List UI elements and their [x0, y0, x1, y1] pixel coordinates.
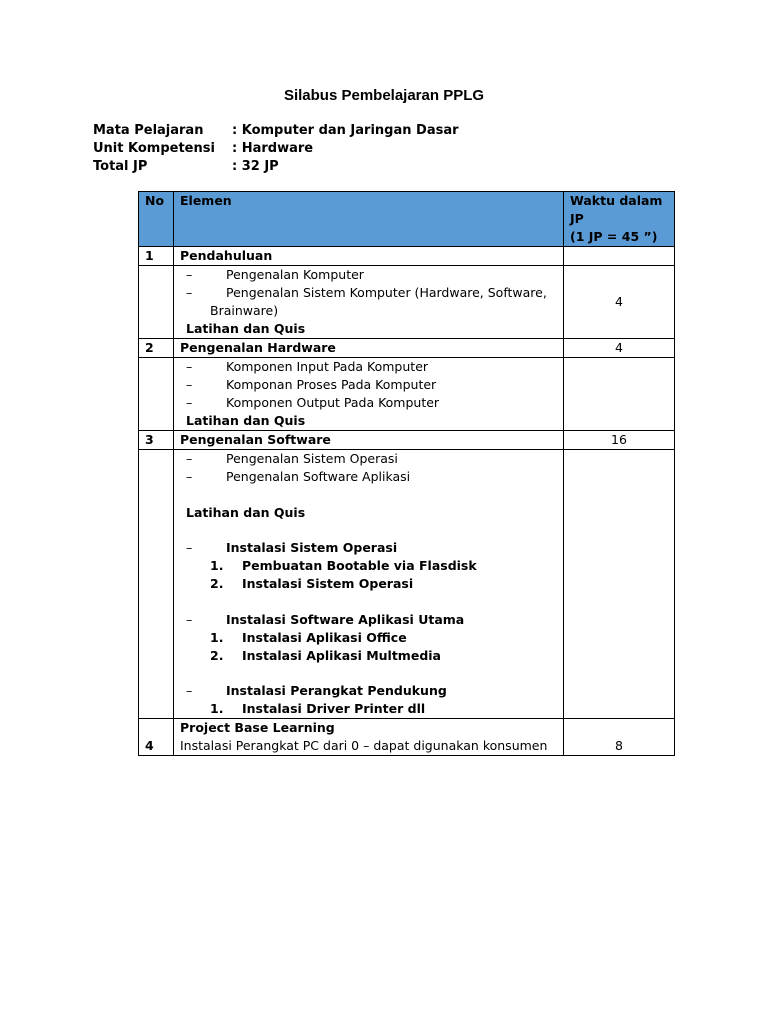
cell-no	[139, 450, 174, 719]
header-waktu-line: Waktu dalam	[570, 193, 663, 208]
cell-content	[174, 358, 564, 431]
spacer	[180, 593, 557, 611]
item-text: Komponen Output Pada Komputer	[226, 395, 440, 410]
dash-bullet: –	[186, 469, 193, 484]
cell-no	[139, 358, 174, 431]
item-text: Pengenalan Sistem Operasi	[226, 451, 398, 466]
cell-no: 1	[139, 247, 174, 266]
table-row-section-3-content	[139, 450, 675, 719]
group-heading	[180, 682, 557, 700]
table-row-section-1-content	[139, 266, 675, 339]
numbered-item	[180, 629, 557, 647]
meta-info	[93, 122, 459, 176]
table-row-section-1	[139, 247, 675, 266]
header-no: No	[139, 192, 174, 247]
list-item	[180, 376, 557, 394]
list-item	[180, 394, 557, 412]
meta-label: Total JP	[93, 159, 148, 174]
item-text: Instalasi Aplikasi Multmedia	[242, 647, 441, 663]
list-item	[180, 266, 557, 284]
section-description: Instalasi Perangkat PC dari 0 – dapat digunakan konsumen	[180, 738, 548, 753]
meta-row-competency	[93, 140, 459, 158]
cell-content	[174, 450, 564, 719]
meta-value: : 32 JP	[232, 159, 279, 174]
cell-section-title: Pendahuluan	[174, 247, 564, 266]
list-item	[180, 468, 557, 486]
meta-value: : Hardware	[232, 141, 314, 156]
header-waktu	[564, 192, 675, 247]
cell-jp	[564, 247, 675, 266]
item-number: 1.	[210, 629, 224, 645]
dash-bullet: –	[186, 359, 193, 374]
item-number: 2.	[210, 647, 224, 663]
dash-bullet: –	[186, 611, 193, 627]
numbered-item	[180, 700, 557, 718]
cell-content	[174, 719, 564, 756]
spacer	[180, 486, 557, 504]
header-waktu-line: (1 JP = 45 ”)	[570, 229, 658, 244]
spacer	[180, 522, 557, 540]
meta-row-total-jp	[93, 158, 459, 176]
table-row-section-2-content	[139, 358, 675, 431]
item-text-continued: Brainware)	[210, 303, 279, 318]
meta-value: : Komputer dan Jaringan Dasar	[232, 123, 459, 138]
meta-row-subject	[93, 122, 459, 140]
dash-bullet: –	[186, 377, 193, 392]
cell-no	[139, 266, 174, 339]
meta-label: Mata Pelajaran	[93, 123, 204, 138]
item-text: Instalasi Driver Printer dll	[242, 701, 426, 716]
dash-bullet: –	[186, 683, 193, 698]
quiz-label: Latihan dan Quis	[186, 413, 306, 428]
header-waktu-line: JP	[570, 211, 584, 226]
item-text: Instalasi Software Aplikasi Utama	[226, 611, 465, 627]
syllabus-table	[138, 191, 675, 756]
list-item	[180, 284, 557, 302]
item-text: Komponan Proses Pada Komputer	[226, 377, 437, 392]
item-text: Pengenalan Komputer	[226, 267, 364, 282]
spacer	[180, 665, 557, 683]
meta-label: Unit Kompetensi	[93, 141, 215, 156]
item-number: 1.	[210, 558, 224, 573]
cell-jp	[564, 358, 675, 431]
cell-jp: 16	[564, 431, 675, 450]
table-row-section-3	[139, 431, 675, 450]
item-number: 1.	[210, 701, 224, 716]
section-title: Project Base Learning	[180, 720, 335, 735]
cell-content	[174, 266, 564, 339]
item-text: Komponen Input Pada Komputer	[226, 359, 429, 374]
numbered-item	[180, 557, 557, 575]
cell-jp	[564, 450, 675, 719]
group-heading	[180, 611, 557, 629]
cell-no: 3	[139, 431, 174, 450]
item-text: Instalasi Perangkat Pendukung	[226, 683, 447, 698]
table-row-section-2	[139, 339, 675, 358]
item-number: 2.	[210, 576, 224, 591]
dash-bullet: –	[186, 540, 193, 555]
item-text: Pembuatan Bootable via Flasdisk	[242, 558, 477, 573]
numbered-item	[180, 575, 557, 593]
quiz-label: Latihan dan Quis	[186, 321, 306, 336]
cell-section-title: Pengenalan Hardware	[174, 339, 564, 358]
item-text: Instalasi Aplikasi Office	[242, 629, 407, 645]
cell-no: 4	[139, 719, 174, 756]
item-text: Instalasi Sistem Operasi	[226, 540, 398, 555]
dash-bullet: –	[186, 451, 193, 466]
item-text: Pengenalan Software Aplikasi	[226, 469, 411, 484]
cell-section-title: Pengenalan Software	[174, 431, 564, 450]
header-elemen: Elemen	[174, 192, 564, 247]
dash-bullet: –	[186, 285, 193, 300]
item-text: Pengenalan Sistem Komputer (Hardware, Software,	[226, 285, 547, 300]
cell-jp: 8	[564, 719, 675, 756]
dash-bullet: –	[186, 267, 193, 282]
table-row-section-4	[139, 719, 675, 756]
list-item	[180, 450, 557, 468]
quiz-label: Latihan dan Quis	[186, 504, 306, 520]
dash-bullet: –	[186, 395, 193, 410]
document-title: Silabus Pembelajaran PPLG	[283, 87, 485, 104]
item-text: Instalasi Sistem Operasi	[242, 576, 414, 591]
group-heading	[180, 539, 557, 557]
numbered-item	[180, 647, 557, 665]
cell-jp: 4	[564, 339, 675, 358]
cell-no: 2	[139, 339, 174, 358]
list-item	[180, 358, 557, 376]
table-header-row	[139, 192, 675, 247]
cell-jp: 4	[564, 266, 675, 339]
